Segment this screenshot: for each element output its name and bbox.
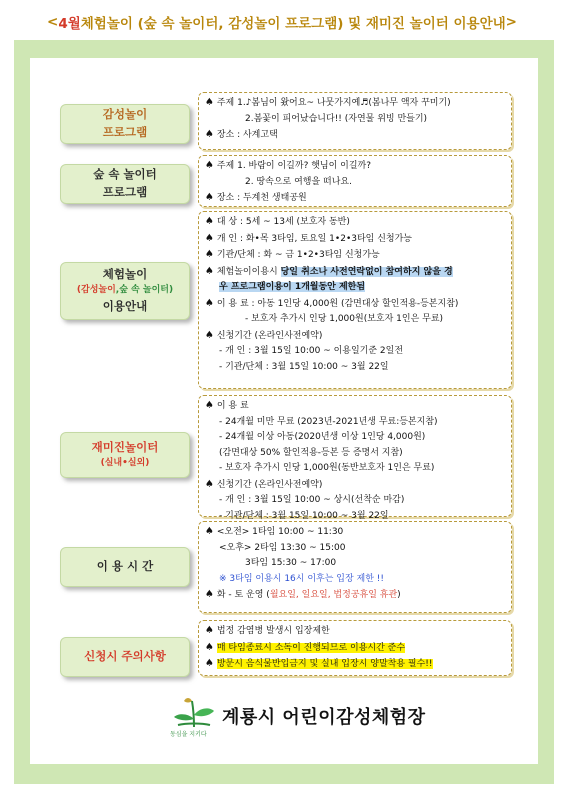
label-emotion-line1: 감성놀이 (102, 107, 148, 122)
spade-icon: ♠ (205, 658, 214, 669)
playground-fee-over24: - 24개월 이상 아동(2020년생 이상 1인당 4,000원) (219, 432, 426, 442)
spade-icon: ♠ (205, 249, 214, 260)
label-playground-sub: (실내•실외) (100, 457, 150, 468)
label-experience-sub (77, 284, 173, 298)
label-forest-program (60, 164, 190, 204)
experience-fee: 이 용 료 : 아동 1인당 4,000원 (감면대상 할인적용-등본지참) (216, 298, 459, 309)
title-close: > (505, 14, 517, 30)
label-forest-line2: 프로그램 (102, 185, 148, 199)
caution-socks: 방문시 음식물반입금지 및 실내 입장시 양말착용 필수!! (216, 659, 433, 669)
experience-fee-guardian: - 보호자 추가시 인당 1,000원(보호자 1인은 무료) (245, 314, 444, 324)
forest-place: 장소 : 두계천 생태공원 (216, 193, 307, 203)
title-month: 4월 (58, 16, 81, 32)
caution-disinfection: 매 타임종료시 소독이 진행되므로 이용시간 준수 (216, 642, 406, 653)
label-experience-sub-b: ,숲 속 놀이터) (115, 285, 174, 296)
spade-icon: ♠ (205, 641, 214, 653)
hours-morning: <오전> 1타임 10:00 ~ 11:30 (216, 527, 344, 537)
label-emotion-program (60, 104, 190, 144)
experience-personal: 개 인 : 화•목 3타임, 토요일 1•2•3타임 신청가능 (216, 233, 413, 244)
panel-hours (198, 521, 512, 613)
label-emotion-line2: 프로그램 (102, 125, 148, 139)
footer-slogan: 동심을 지키다 (170, 731, 207, 738)
experience-warn-a: 체험놀이이용시 (216, 266, 281, 277)
spade-icon: ♠ (205, 160, 214, 171)
panel-caution (198, 620, 512, 676)
experience-warn-b: 당일 취소나 사전연락없이 참여하지 않을 경 (280, 266, 453, 277)
playground-apply-personal: - 개 인 : 3월 15일 10:00 ~ 상시(선착순 마감) (219, 495, 405, 505)
experience-warn-c: 우 프로그램이용이 1개월동안 제한됨 (219, 282, 366, 292)
spade-icon: ♠ (205, 265, 214, 277)
emotion-theme-1: 주제 1.♪봄님이 왔어요~ 나뭇가지예♬(봄나무 액자 꾸미기) (216, 98, 451, 108)
footer-logo (170, 695, 470, 745)
playground-fee: 이 용 료 (216, 401, 249, 411)
playground-fee-discount: (감면대상 50% 할인적용-등본 등 증명서 지참) (219, 447, 403, 458)
experience-target: 대 상 : 5세 ~ 13세 (보호자 동반) (216, 217, 350, 227)
panel-playground (198, 395, 512, 521)
spade-icon: ♠ (205, 589, 214, 600)
hours-afternoon-3: 3타임 15:30 ~ 17:00 (245, 558, 337, 568)
spade-icon: ♠ (205, 97, 214, 108)
spade-icon: ♠ (205, 478, 214, 490)
panel-experience-guide (198, 211, 512, 389)
spade-icon: ♠ (205, 129, 214, 140)
label-experience-sub-a: (감성놀이 (76, 285, 116, 296)
hours-afternoon-2: <오후> 2타임 13:30 ~ 15:00 (219, 542, 346, 553)
footer-org-name: 계룡시 어린이감성체험장 (222, 707, 426, 728)
label-playground (60, 432, 190, 478)
label-hours-text: 이 용 시 간 (96, 559, 154, 574)
spade-icon: ♠ (205, 400, 214, 411)
playground-fee-guardian: - 보호자 추가시 인당 1,000원(동반보호자 1인은 무료) (219, 463, 435, 473)
hours-days-a: 화 - 토 운영 ( (216, 590, 270, 600)
forest-theme-2: 2. 땅속으로 여행을 떠나요. (245, 176, 352, 187)
page-title (10, 8, 554, 36)
label-experience-line1: 체험놀이 (102, 267, 148, 282)
hours-note: ※ 3타임 이용시 16시 이후는 입장 제한 !! (219, 573, 384, 584)
hours-closed-days: 월요일, 일요일, 법정공휴일 휴관 (269, 590, 398, 600)
sprout-logo-icon (170, 695, 218, 731)
label-experience-guide (60, 262, 190, 320)
label-hours (60, 547, 190, 587)
playground-apply: 신청기간 (온라인사전예약) (216, 479, 323, 490)
spade-icon: ♠ (205, 625, 214, 636)
experience-apply: 신청기간 (온라인사전예약) (216, 330, 323, 341)
title-text: 체험놀이 (숲 속 놀이터, 감성놀이 프로그램) 및 재미진 놀이터 이용안내 (80, 16, 506, 32)
emotion-theme-2: 2.봄꽃이 피어났습니다!! (자연물 위빙 만들기) (245, 113, 428, 124)
playground-apply-group: - 기관/단체 : 3월 15일 10:00 ~ 3월 22일 (219, 510, 389, 521)
spade-icon: ♠ (205, 329, 214, 341)
label-experience-line2: 이용안내 (102, 298, 148, 313)
panel-emotion-program (198, 92, 512, 150)
experience-apply-personal: - 개 인 : 3월 15일 10:00 ~ 이용일기준 2일전 (219, 346, 404, 356)
playground-fee-under24: - 24개월 미만 무료 (2023년-2021년생 무료:등본지참) (219, 416, 438, 427)
title-open: < (47, 14, 59, 30)
spade-icon: ♠ (205, 297, 214, 309)
experience-apply-group: - 기관/단체 : 3월 15일 10:00 ~ 3월 22일 (219, 361, 389, 372)
label-playground-line1: 재미진놀이터 (91, 440, 159, 455)
spade-icon: ♠ (205, 526, 214, 537)
spade-icon: ♠ (205, 216, 214, 227)
label-forest-line1: 숲 속 놀이터 (93, 167, 157, 182)
spade-icon: ♠ (205, 192, 214, 203)
label-caution (60, 637, 190, 677)
emotion-place: 장소 : 사계고택 (216, 130, 278, 140)
panel-forest-program (198, 155, 512, 207)
experience-group: 기관/단체 : 화 ~ 금 1•2•3타임 신청가능 (216, 250, 380, 260)
spade-icon: ♠ (205, 232, 214, 244)
hours-days-c: ) (397, 590, 401, 600)
forest-theme-1: 주제 1. 바람이 이길까? 햇님이 이길까? (216, 161, 372, 171)
label-caution-text: 신청시 주의사항 (84, 649, 166, 664)
caution-infection: 법정 감염병 발생시 입장제한 (216, 626, 330, 636)
